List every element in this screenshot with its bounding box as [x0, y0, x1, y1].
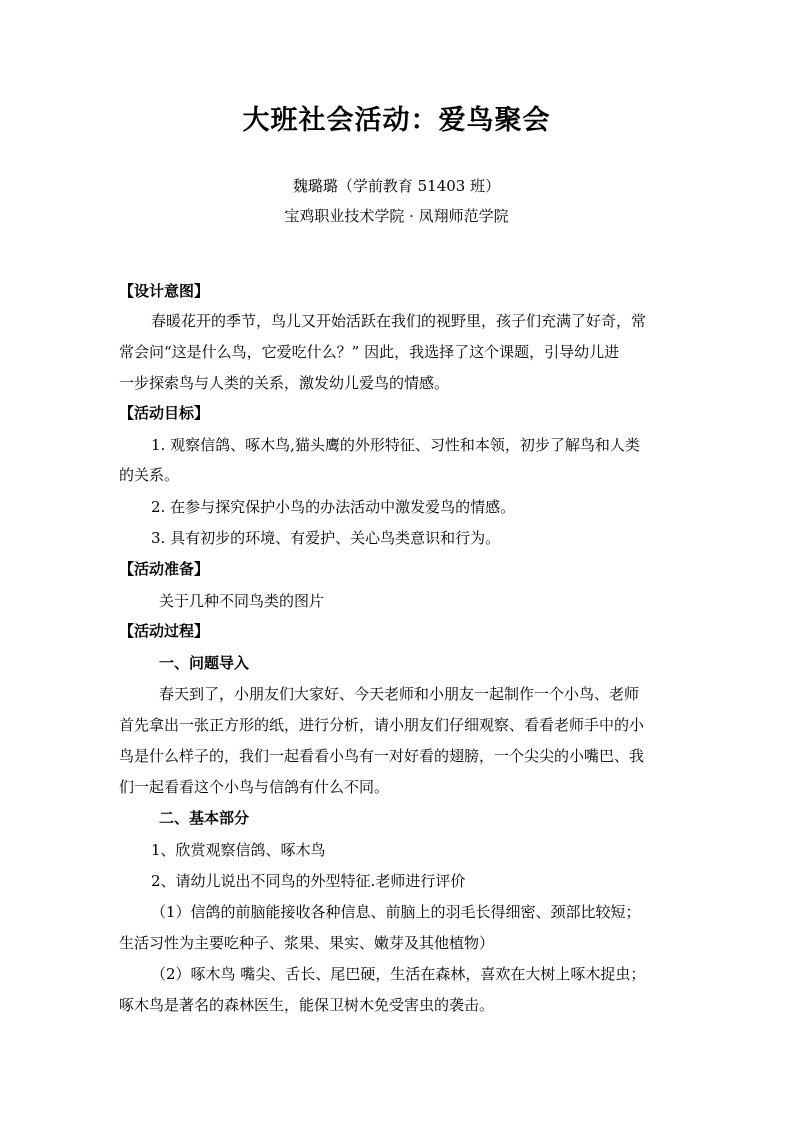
section-heading-preparation: 【活动准备】 [119, 560, 210, 578]
goal-item: 2. 在参与探究保护小鸟的办法活动中激发爱鸟的情感。 [151, 498, 516, 516]
paragraph-line: 鸟是什么样子的，我们一起看看小鸟有一对好看的翅膀，一个尖尖的小嘴巴、我 [119, 747, 645, 765]
subsection-heading: 二、基本部分 [159, 809, 250, 827]
section-heading-process: 【活动过程】 [119, 622, 210, 640]
paragraph-line: 啄木鸟是著名的森林医生，能保卫树木免受害虫的袭击。 [119, 996, 495, 1014]
list-item: 2、请幼儿说出不同鸟的外型特征.老师进行评价 [151, 872, 466, 890]
section-heading-goals: 【活动目标】 [119, 404, 210, 422]
goal-item: 3. 具有初步的环境、有爱护、关心鸟类意识和行为。 [151, 529, 501, 547]
paragraph-line: （2）啄木鸟 嘴尖、舌长、尾巴硬，生活在森林，喜欢在大树上啄木捉虫； [151, 965, 646, 983]
goal-item: 1. 观察信鸽、啄木鸟,猫头鹰的外形特征、习性和本领，初步了解鸟和人类 [151, 436, 640, 454]
list-item: 1、欣赏观察信鸽、啄木鸟 [151, 841, 326, 859]
paragraph-line: 生活习性为主要吃种子、浆果、果实、嫩芽及其他植物） [119, 934, 495, 952]
subsection-heading: 一、问题导入 [159, 654, 250, 672]
paragraph-line: 春暖花开的季节，鸟儿又开始活跃在我们的视野里，孩子们充满了好奇，常 [151, 312, 647, 330]
paragraph-line: 常会问“这是什么鸟，它爱吃什么？” 因此，我选择了这个课题，引导幼儿进 [119, 343, 620, 361]
author-line: 魏璐璐（学前教育 51403 班） [292, 177, 501, 195]
institution-line: 宝鸡职业技术学院 · 凤翔师范学院 [284, 207, 509, 225]
section-heading-design-intent: 【设计意图】 [119, 282, 210, 300]
paragraph-line: 首先拿出一张正方形的纸，进行分析，请小朋友们仔细观察、看看老师手中的小 [119, 716, 645, 734]
paragraph-line: （1）信鸽的前脑能接收各种信息、前脑上的羽毛长得细密、颈部比较短； [151, 903, 641, 921]
paragraph-line: 们一起看看这个小鸟与信鸽有什么不同。 [119, 778, 390, 796]
paragraph-line: 一步探索鸟与人类的关系，激发幼儿爱鸟的情感。 [119, 374, 450, 392]
document-title: 大班社会活动：爱鸟聚会 [242, 105, 551, 136]
preparation-item: 关于几种不同鸟类的图片 [159, 592, 325, 610]
paragraph-line: 春天到了，小朋友们大家好、今天老师和小朋友一起制作一个小鸟、老师 [159, 685, 640, 703]
goal-item-continuation: 的关系。 [119, 466, 180, 484]
